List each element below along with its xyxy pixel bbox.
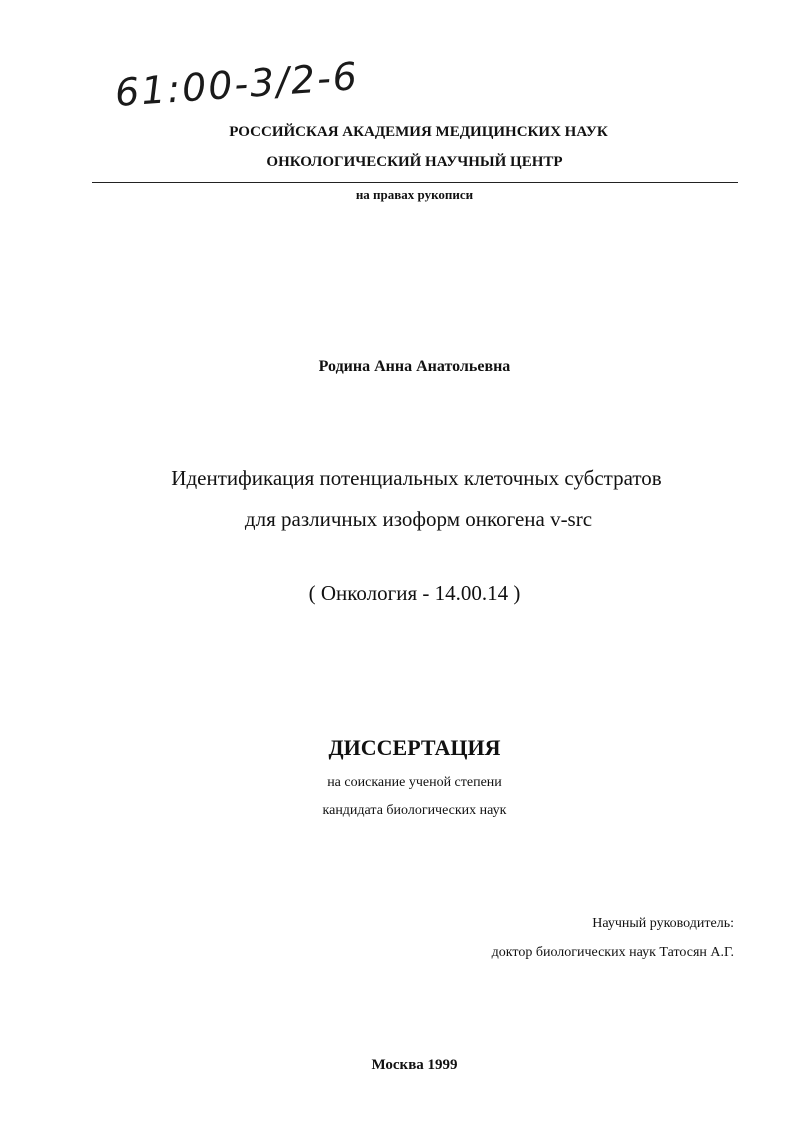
- degree-line-2: кандидата биологических наук: [322, 803, 507, 818]
- supervisor-label: Научный руководитель:: [592, 916, 734, 931]
- handwritten-archive-mark-drawing: [112, 54, 432, 126]
- handwritten-archive-mark-text: 61:00-3/2-6: [113, 54, 361, 115]
- degree-line-1: на соискание ученой степени: [327, 775, 502, 790]
- author-name: Родина Анна Анатольевна: [318, 358, 511, 375]
- document-type-heading: ДИССЕРТАЦИЯ: [328, 735, 501, 760]
- manuscript-note: на правах рукописи: [355, 187, 474, 202]
- header-divider: [92, 182, 738, 183]
- place-and-year: Москва 1999: [371, 1057, 458, 1073]
- supervisor-name: доктор биологических наук Татосян А.Г.: [491, 945, 734, 960]
- organization-line-1: РОССИЙСКАЯ АКАДЕМИЯ МЕДИЦИНСКИХ НАУК: [229, 124, 608, 140]
- dissertation-title-line-2: для различных изоформ онкогена v-src: [244, 507, 593, 531]
- specialty-code: ( Онкология - 14.00.14 ): [308, 581, 521, 605]
- organization-line-2: ОНКОЛОГИЧЕСКИЙ НАУЧНЫЙ ЦЕНТР: [266, 154, 563, 170]
- handwritten-archive-mark: [112, 54, 432, 126]
- dissertation-title-line-1: Идентификация потенциальных клеточных субстратов: [171, 466, 662, 490]
